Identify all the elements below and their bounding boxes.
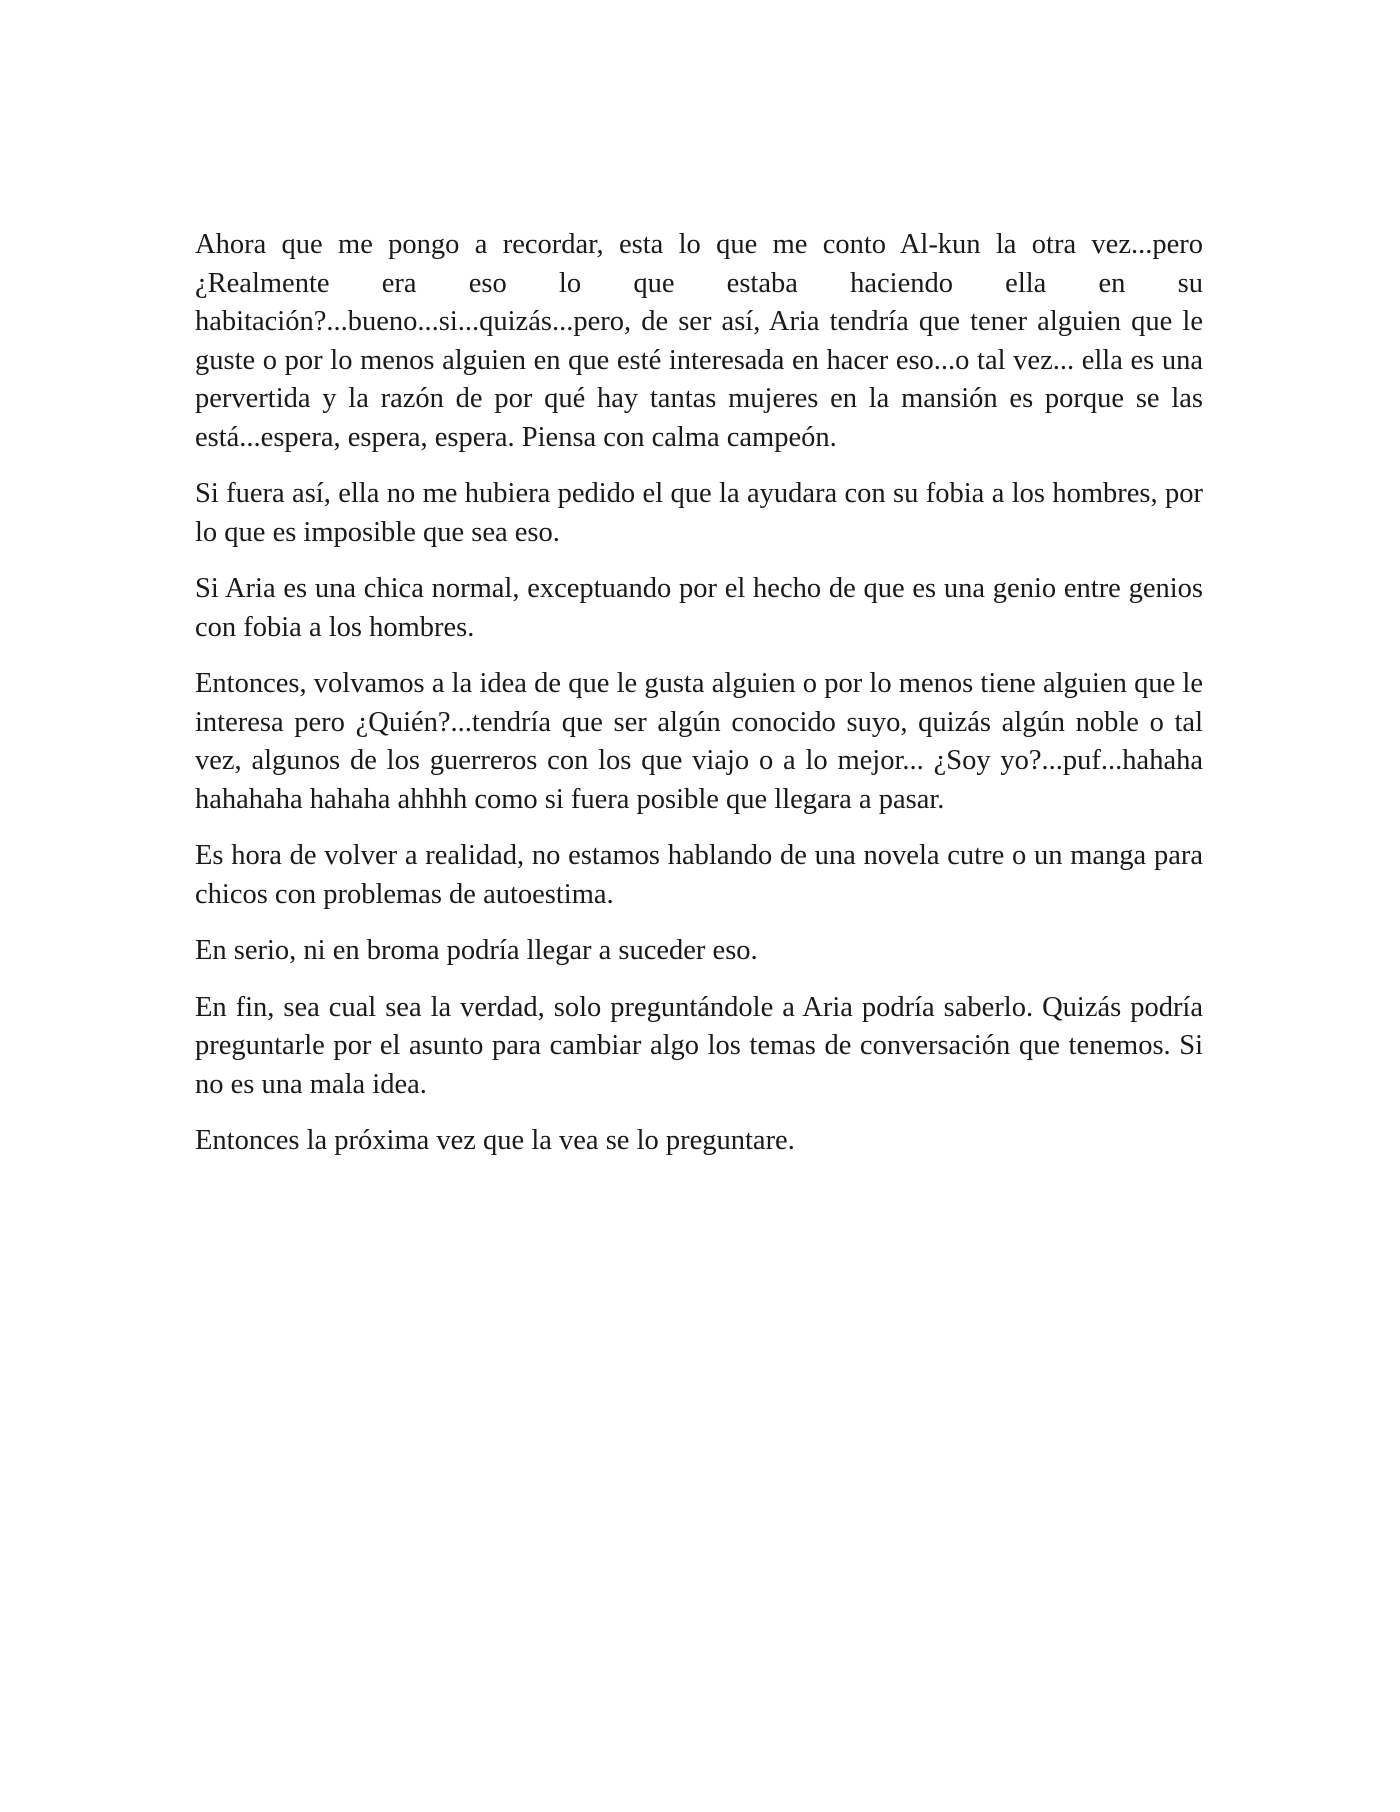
paragraph: Si fuera así, ella no me hubiera pedido el que la ayudara con su fobia a los hombres, por lo que es imposible que sea eso. <box>195 478 1203 548</box>
paragraph: Entonces la próxima vez que la vea se lo preguntare. <box>195 1125 795 1156</box>
paragraph: En fin, sea cual sea la verdad, solo preguntándole a Aria podría saberlo. Quizás podría preguntarle por el asunto para cambiar algo los temas de conversación que tenemos. Si no es una mala idea. <box>195 991 1203 1100</box>
paragraph: Entonces, volvamos a la idea de que le gusta alguien o por lo menos tiene alguien que le interesa pero ¿Quién?...tendría que ser algún conocido suyo, quizás algún noble o tal vez, algunos de los guerreros con los que viajo o a lo mejor... ¿Soy yo?...puf...hahaha hahahaha hahaha ahhhh como si fuera posible que llegara a pasar. <box>195 668 1203 815</box>
paragraph: En serio, ni en broma podría llegar a suceder eso. <box>195 935 758 966</box>
body-text <box>195 226 1203 1179</box>
paragraph: Si Aria es una chica normal, exceptuando por el hecho de que es una genio entre genios con fobia a los hombres. <box>195 573 1203 643</box>
paragraph: Ahora que me pongo a recordar, esta lo que me conto Al-kun la otra vez...pero ¿Realmente era eso lo que estaba haciendo ella en su habitación?...bueno...si...quizás...pero, de ser así, Aria tendría que tener alguien que le guste o por lo menos alguien en que esté interesada en hacer eso...o tal vez... ella es una pervertida y la razón de por qué hay tantas mujeres en la mansión es porque se las está...espera, espera, espera. Piensa con calma campeón. <box>195 229 1203 453</box>
paragraph: Es hora de volver a realidad, no estamos hablando de una novela cutre o un manga para chicos con problemas de autoestima. <box>195 840 1203 910</box>
